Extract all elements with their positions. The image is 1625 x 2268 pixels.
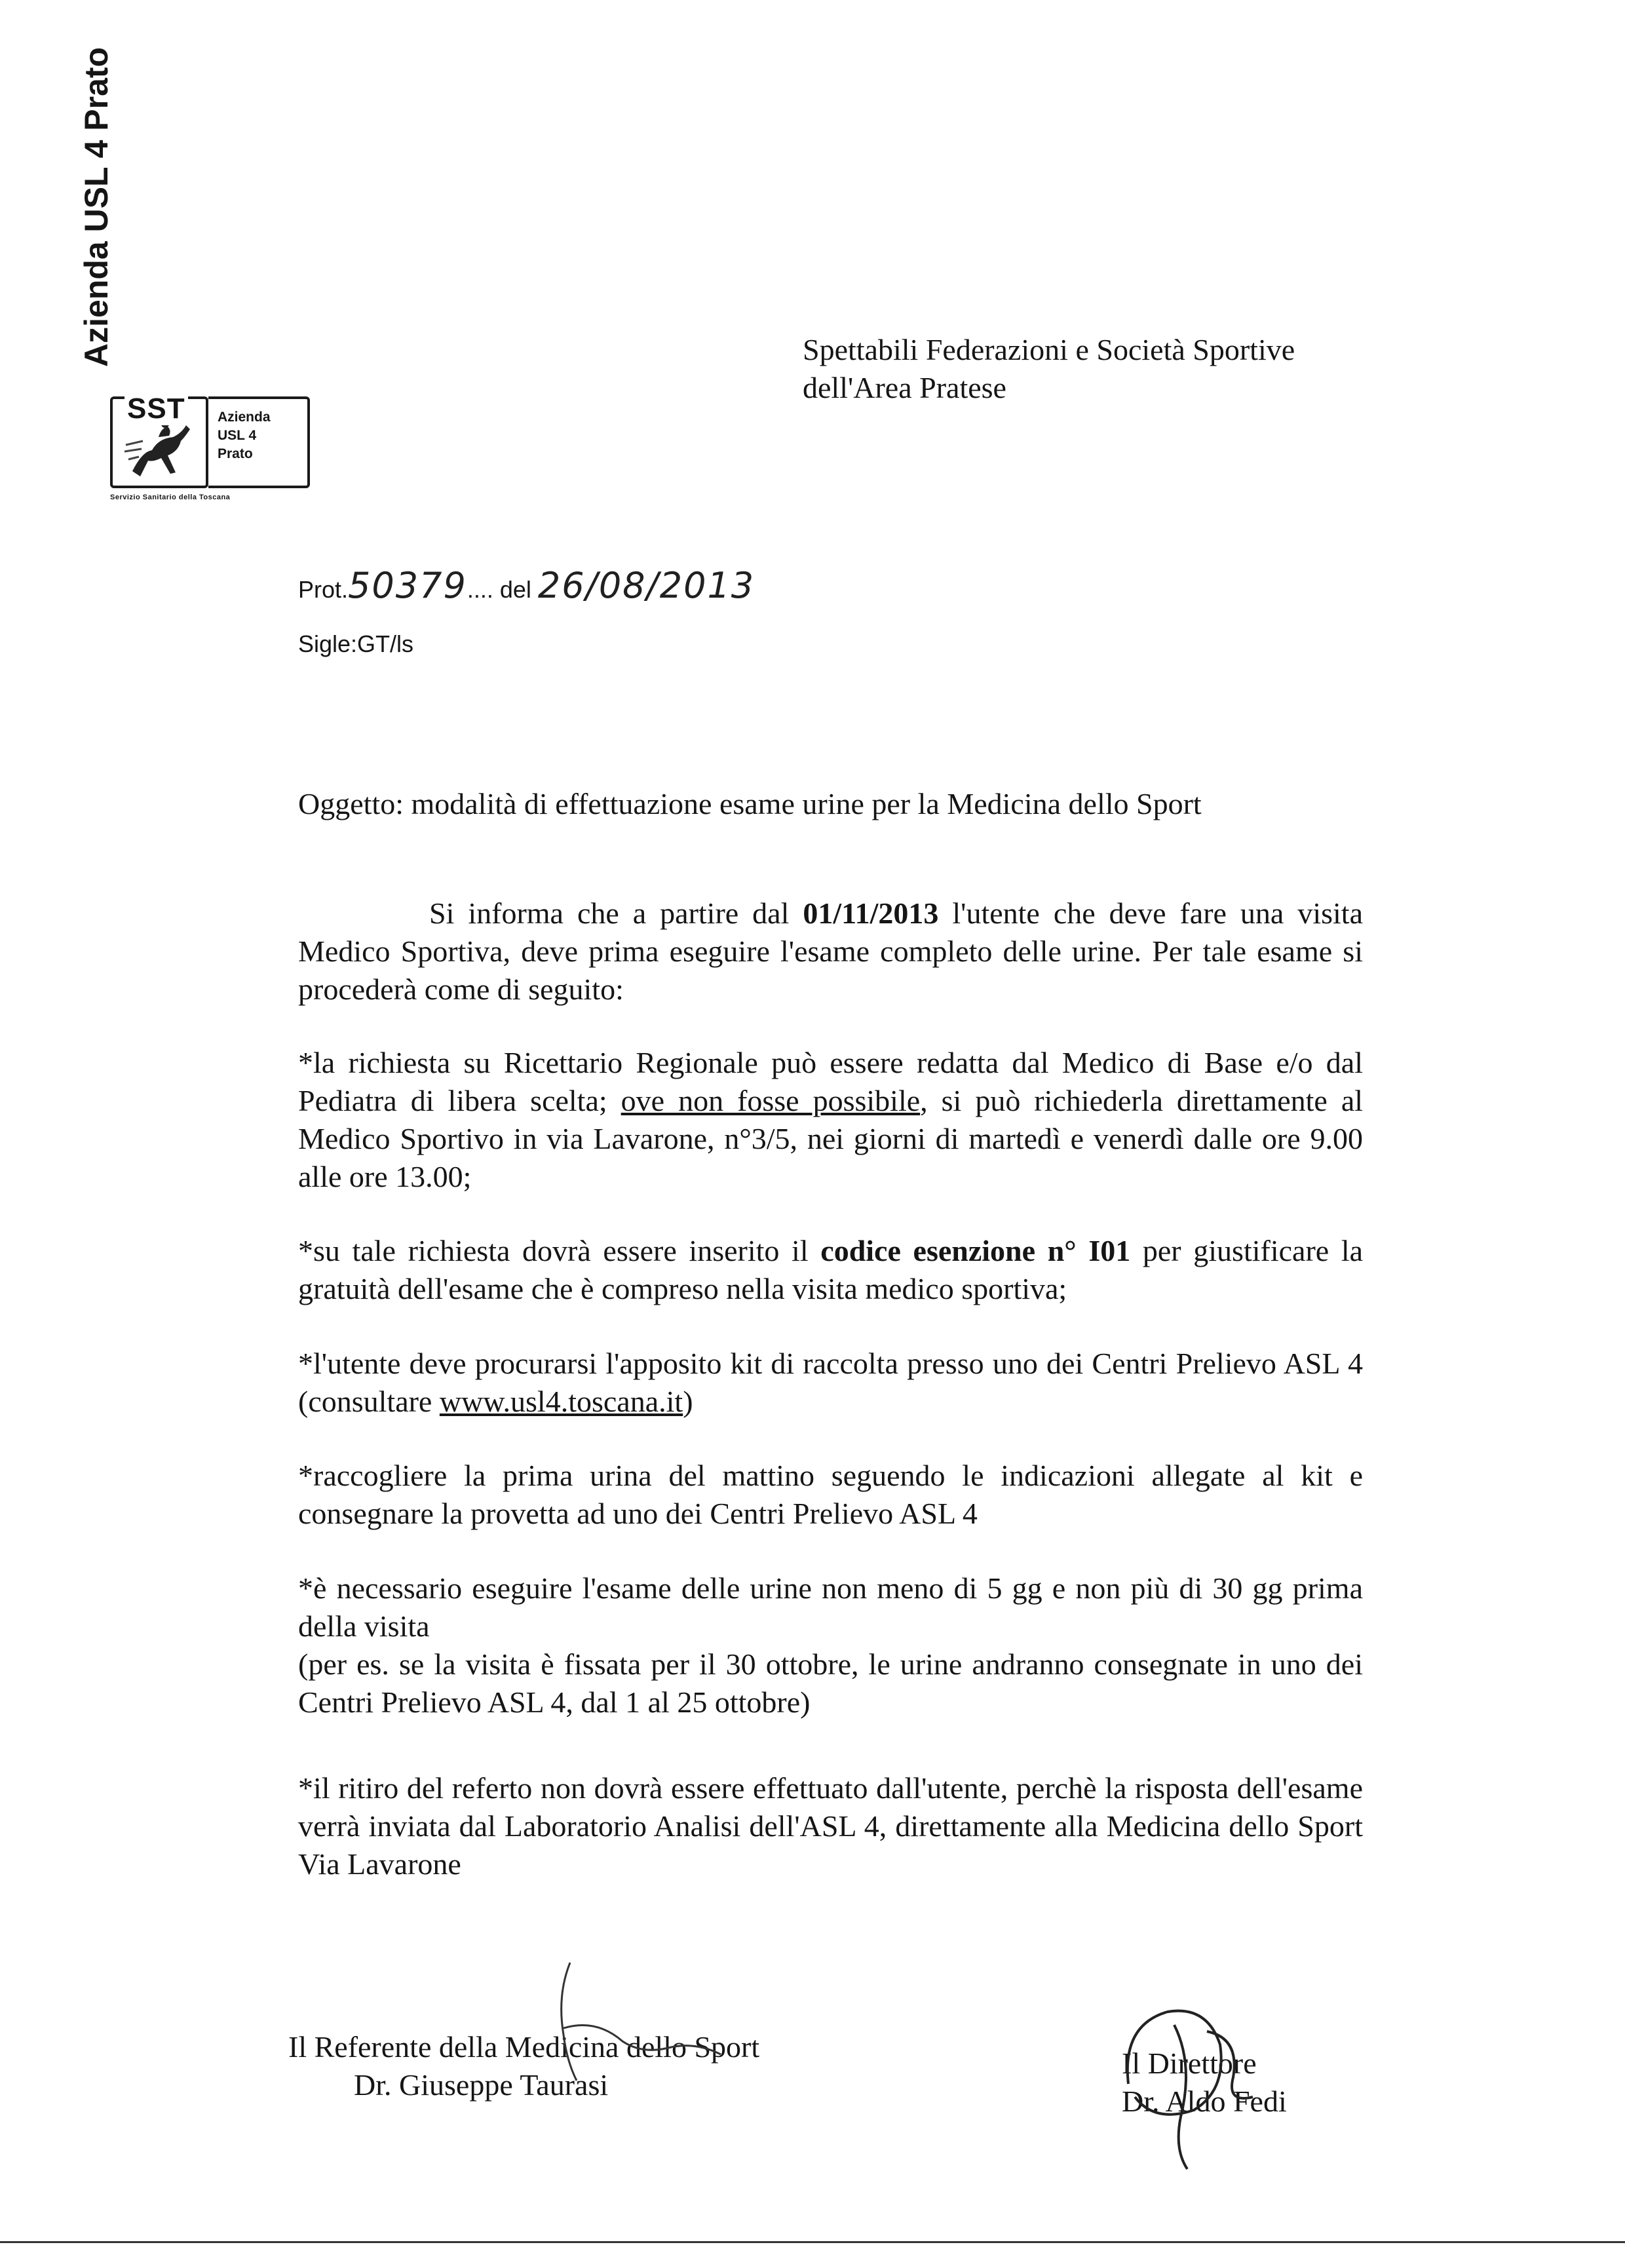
signature-direttore <box>1122 2045 1287 2121</box>
prot-label: Prot. <box>298 576 349 603</box>
list-item <box>298 1044 1363 1196</box>
item-text: (per es. se la visita è fissata per il 30 ottobre, le urine andranno consegnate in uno dei Centri Prelievo ASL 4, dal 1 al 25 ottobre) <box>298 1647 1363 1719</box>
item-text: , si può richiederla direttamente al Medico Sportivo in via Lavarone, n°3/5, nei giorni di martedì e venerdì dalle ore 9.00 alle ore 13.00; <box>298 1084 1364 1193</box>
item-text: *l'utente deve procurarsi l'apposito kit di raccolta presso uno dei Centri Prelievo ASL 4 (consultare <box>298 1347 1363 1418</box>
prot-number: 50379 <box>348 565 467 606</box>
list-item <box>298 1232 1363 1308</box>
addressee-line: Spettabili Federazioni e Società Sportive <box>803 333 1295 366</box>
exemption-code: codice esenzione n° I01 <box>820 1234 1131 1267</box>
signature-referente <box>288 2028 759 2104</box>
item-underlined-text: ove non fosse possibile <box>621 1084 921 1117</box>
sigle: Sigle:GT/ls <box>298 630 414 657</box>
logo-text-box <box>208 396 310 488</box>
item-text: ) <box>683 1385 693 1418</box>
list-item <box>298 1569 1363 1721</box>
item-text: *la richiesta su Ricettario Regionale può essere redatta dal Medico di Base e/o dal Pediatra di libera scelta; <box>298 1046 1363 1117</box>
list-item: *il ritiro del referto non dovrà essere effettuato dall'utente, perchè la risposta dell'esame verrà inviata dal Laboratorio Analisi dell'ASL 4, direttamente alla Medicina dello Sport Via Lavarone <box>298 1771 1363 1881</box>
signature-title: Il Direttore <box>1122 2047 1257 2080</box>
logo-line-prato: Prato <box>218 446 253 461</box>
handwritten-signature-icon <box>1109 1986 1305 2182</box>
item-text: *su tale richiesta dovrà essere inserito il <box>298 1234 809 1267</box>
intro-paragraph <box>298 894 1363 1009</box>
signature-name: Dr. Giuseppe Taurasi <box>354 2068 609 2102</box>
item-text: *è necessario eseguire l'esame delle urine non meno di 5 gg e non più di 30 gg prima della visita <box>298 1571 1363 1643</box>
intro-date: 01/11/2013 <box>803 896 939 930</box>
vertical-brand-text: Azienda USL 4 Prato <box>78 47 115 367</box>
bottom-rule <box>0 2241 1625 2243</box>
signature-name: Dr. Aldo Fedi <box>1122 2085 1287 2118</box>
list-item: *raccogliere la prima urina del mattino seguendo le indicazioni allegate al kit e consegnare la provetta ad uno dei Centri Prelievo ASL 4 <box>298 1459 1363 1530</box>
item-text: per giustificare la gratuità dell'esame che è compreso nella visita medico sportiva; <box>298 1234 1364 1305</box>
addressee-line: dell'Area Pratese <box>803 371 1006 404</box>
intro-text: l'utente che deve fare una visita Medico Sportiva, deve prima eseguire l'esame completo delle urine. Per tale esame si procederà come di seguito: <box>298 896 1363 1006</box>
sst-logo <box>110 393 320 518</box>
logo-line-usl: USL 4 <box>218 428 257 443</box>
subject-line: Oggetto: modalità di effettuazione esame urine per la Medicina dello Sport <box>298 787 1202 820</box>
protocol-line <box>298 565 755 606</box>
logo-sst-text: SST <box>124 393 188 425</box>
logo-caption: Servizio Sanitario della Toscana <box>110 493 231 501</box>
handwritten-signature-icon <box>485 1956 760 2087</box>
del-label: del <box>499 576 531 603</box>
logo-line-azienda: Azienda <box>218 410 271 425</box>
prot-dots: .... <box>467 576 493 603</box>
signature-title: Il Referente della Medicina dello Sport <box>288 2030 760 2064</box>
intro-text: Si informa che a partire dal <box>429 896 790 930</box>
addressee-block <box>803 331 1295 407</box>
website-link[interactable]: www.usl4.toscana.it <box>439 1385 683 1418</box>
prot-date: 26/08/2013 <box>537 565 755 606</box>
list-item <box>298 1345 1363 1421</box>
